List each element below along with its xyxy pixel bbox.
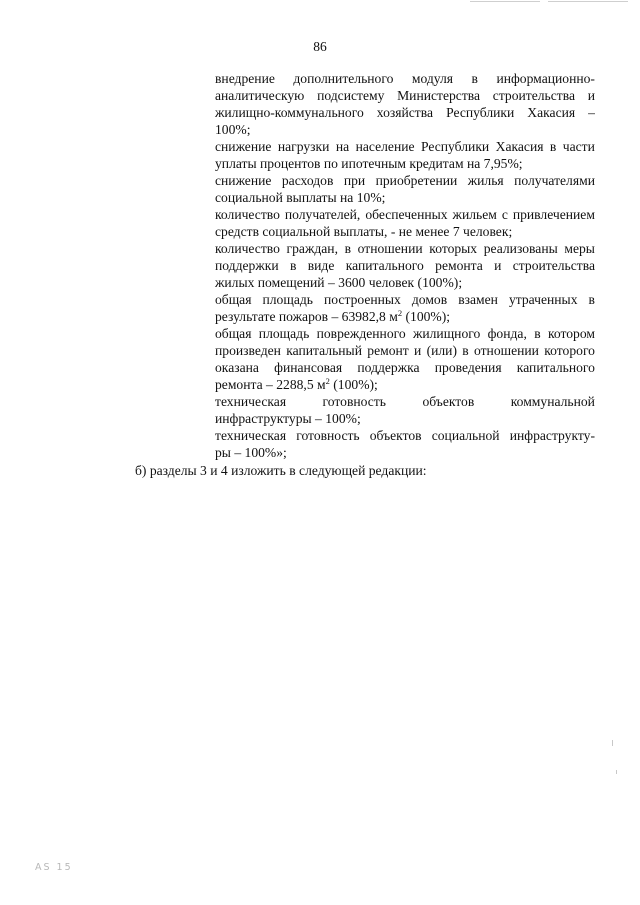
word: инфраструкту-	[509, 428, 595, 443]
text-fragment: ремонта – 2288,5 м	[215, 377, 326, 392]
text-fragment: (100%);	[329, 377, 378, 392]
text-line	[215, 104, 595, 121]
text-line: уплаты процентов по ипотечным кредитам на 7,95%;	[215, 156, 523, 171]
text-line	[215, 393, 595, 410]
word: граждан,	[286, 241, 338, 256]
text-line: инфраструктуры – 100%;	[215, 411, 361, 426]
superscript: 2	[325, 376, 330, 386]
word: жилищно-коммунального	[215, 105, 364, 120]
word: и	[494, 258, 502, 273]
text-line	[215, 257, 595, 274]
word: отношении	[474, 343, 539, 358]
word: информационно-	[496, 71, 595, 86]
section-instruction: б) разделы 3 и 4 изложить в следующей редакции:	[135, 463, 427, 478]
word: объектов	[369, 428, 422, 443]
word: оказана	[215, 360, 259, 375]
word: капитальный	[286, 343, 362, 358]
word: техническая	[215, 428, 287, 443]
word: (или)	[426, 343, 457, 358]
text-line	[215, 291, 595, 308]
word: общая	[215, 292, 252, 307]
word: поддержка	[357, 360, 420, 375]
text-line	[215, 376, 595, 393]
word: капитального	[345, 258, 424, 273]
word: площадь	[262, 292, 313, 307]
text-line	[215, 87, 595, 104]
word: фонда,	[487, 326, 527, 341]
text-line	[215, 70, 595, 87]
text-line	[215, 359, 595, 376]
word: жильем	[452, 207, 497, 222]
word: произведен	[215, 343, 281, 358]
word: дополнительного	[293, 71, 394, 86]
word: снижение	[215, 173, 272, 188]
word: –	[588, 105, 595, 120]
text-fragment: результате пожаров – 63982,8 м	[215, 309, 398, 324]
word: объектов	[422, 394, 475, 409]
word: ремонт	[367, 343, 409, 358]
text-line: жилых помещений – 3600 человек (100%);	[215, 275, 463, 290]
word: капитального	[516, 360, 595, 375]
word: финансовая	[274, 360, 343, 375]
word: готовность	[322, 394, 386, 409]
word: и	[587, 88, 595, 103]
word: части	[562, 139, 595, 154]
word: количество	[215, 241, 280, 256]
word: Республики	[446, 105, 515, 120]
word: реализованы	[483, 241, 558, 256]
word: техническая	[215, 394, 287, 409]
scan-artifact	[612, 740, 613, 746]
word: домов	[411, 292, 448, 307]
word: в	[344, 241, 352, 256]
text-line: социальной выплаты на 10%;	[215, 190, 386, 205]
word: при	[343, 173, 366, 188]
word: котором	[547, 326, 595, 341]
word: поддержки	[215, 258, 279, 273]
word: количество	[215, 207, 280, 222]
word: нагрузки	[277, 139, 330, 154]
word: получателями	[514, 173, 595, 188]
word: Хакасия	[495, 139, 544, 154]
word: обеспеченных	[365, 207, 448, 222]
text-line	[215, 206, 595, 223]
word: проведения	[434, 360, 502, 375]
text-line: средств социальной выплаты, - не менее 7 человек;	[215, 224, 513, 239]
corner-stamp-mark: AS 15	[35, 862, 73, 873]
word: получателей,	[284, 207, 361, 222]
word: снижение	[215, 139, 272, 154]
word: утраченных	[508, 292, 578, 307]
text-line	[215, 172, 595, 189]
word: коммунальной	[510, 394, 595, 409]
text-line	[215, 342, 595, 359]
word: виде	[307, 258, 335, 273]
word: в	[549, 139, 557, 154]
text-fragment: (100%);	[402, 309, 451, 324]
superscript: 2	[397, 308, 403, 318]
word: население	[355, 139, 415, 154]
word: меры	[564, 241, 595, 256]
text-line	[215, 138, 595, 155]
scan-edge-line	[548, 1, 628, 2]
word: отношении	[357, 241, 423, 256]
word: жилья	[467, 173, 504, 188]
text-line	[215, 240, 595, 257]
word: в	[462, 343, 469, 358]
text-line	[215, 325, 595, 342]
word: подсистему	[317, 88, 385, 103]
text-line: ры – 100%»;	[215, 445, 287, 460]
word: готовность	[296, 428, 360, 443]
word: в	[289, 258, 297, 273]
word: общая	[215, 326, 252, 341]
scan-edge-line	[470, 1, 540, 2]
word: внедрение	[215, 71, 275, 86]
word: строительства	[512, 258, 595, 273]
word: в	[471, 71, 478, 86]
word: строительства	[492, 88, 575, 103]
word: построенных	[324, 292, 401, 307]
word: которого	[544, 343, 595, 358]
word: жилищного	[412, 326, 481, 341]
word: и	[414, 343, 422, 358]
scan-artifact	[616, 770, 617, 774]
word: поврежденного	[316, 326, 406, 341]
text-line: 100%;	[215, 122, 251, 137]
text-line	[215, 427, 595, 444]
word: площадь	[258, 326, 310, 341]
word: Министерства	[397, 88, 481, 103]
word: ремонта	[435, 258, 483, 273]
word: расходов	[281, 173, 334, 188]
word: в	[588, 292, 595, 307]
word: Республики	[421, 139, 490, 154]
word: привлечением	[512, 207, 595, 222]
word: которых	[429, 241, 478, 256]
page-number: 86	[313, 39, 327, 54]
word: в	[534, 326, 541, 341]
text-line	[215, 308, 595, 325]
word: приобретении	[375, 173, 458, 188]
word: хозяйства	[376, 105, 434, 120]
word: на	[335, 139, 350, 154]
word: взамен	[458, 292, 498, 307]
word: модуля	[411, 71, 454, 86]
word: с	[501, 207, 508, 222]
word: социальной	[431, 428, 500, 443]
word: Хакасия	[527, 105, 576, 120]
word: аналитическую	[215, 88, 305, 103]
